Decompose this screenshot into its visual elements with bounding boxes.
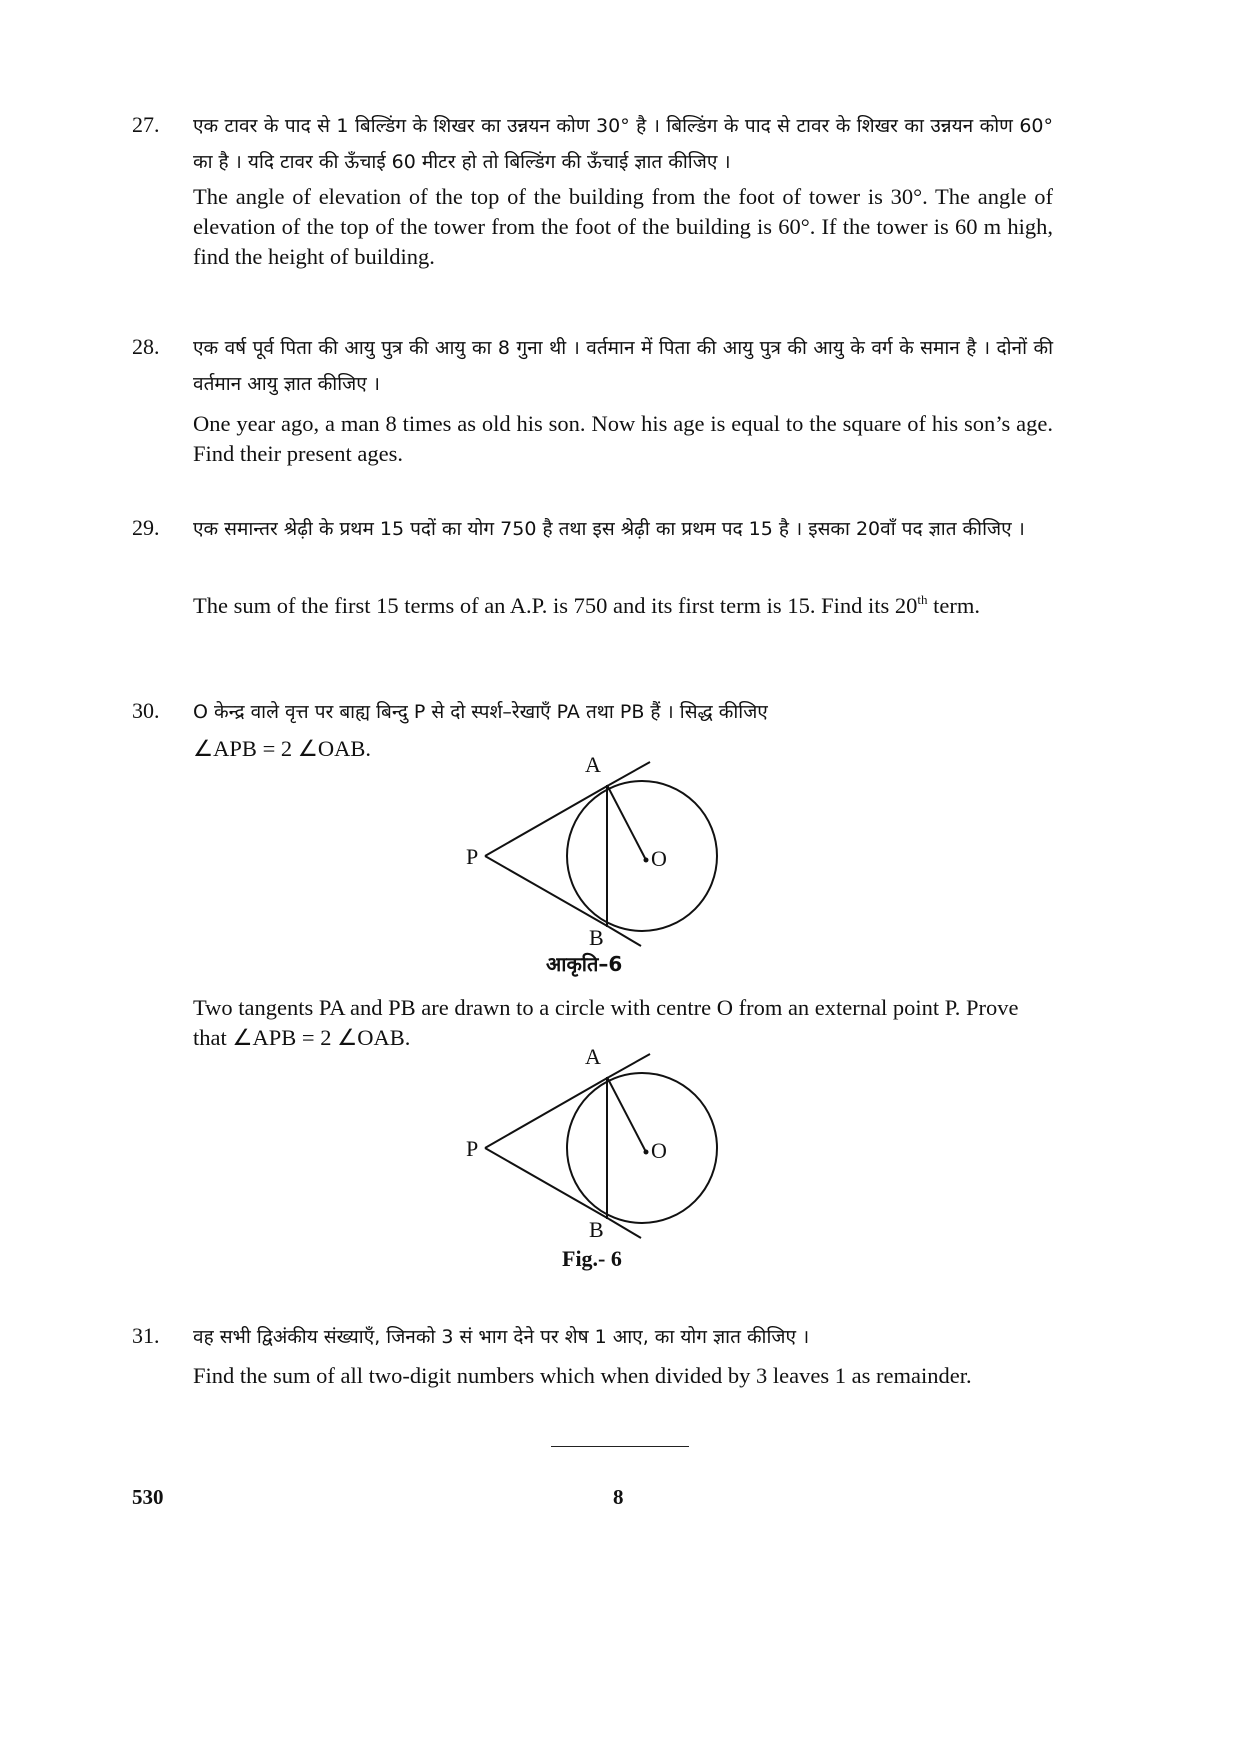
question-english-text: The angle of elevation of the top of the building from the foot of tower is 30°. The angle of elevation of the top of the tower from the foot of the building is 60°. If the tower is 60 m high, find the height of building. — [193, 184, 1053, 269]
formula: ∠APB = 2 ∠OAB. — [193, 736, 372, 761]
centre-point — [644, 858, 649, 863]
radius-oa — [607, 785, 646, 860]
label-b: B — [589, 925, 604, 950]
question-number: 27. — [132, 112, 160, 137]
tangent-pa — [485, 785, 609, 856]
question-number: 28. — [132, 334, 160, 359]
label-a: A — [585, 752, 601, 777]
question-hindi-text: एक टावर के पाद से 1 बिल्डिंग के शिखर का उन्नयन कोण 30° है । बिल्डिंग के पाद से टावर के शिखर का उन्नयन कोण 60° का है । यदि टावर की ऊँचाई 60 मीटर हो तो बिल्डिंग की ऊँचाई ज्ञात कीजिए । — [193, 115, 1053, 173]
label-o: O — [651, 846, 667, 871]
label-p: P — [466, 844, 479, 869]
question-hindi-text: एक समान्तर श्रेढ़ी के प्रथम 15 पदों का योग 750 है तथा इस श्रेढ़ी का प्रथम पद 15 है । इसका 20वाँ पद ज्ञात कीजिए । — [193, 518, 1025, 540]
tangent-pa — [485, 1077, 609, 1148]
english-text-part: The sum of the first 15 terms of an A.P. is 750 and its first term is 15. Find its 20 — [193, 593, 918, 618]
end-divider — [551, 1446, 689, 1447]
figure-caption: Fig.- 6 — [562, 1246, 622, 1271]
radius-oa — [607, 1077, 646, 1152]
question-hindi-text: वह सभी द्विअंकीय संख्याएँ, जिनको 3 सं भाग देने पर शेष 1 आए, का योग ज्ञात कीजिए । — [193, 1326, 810, 1348]
question-english-text: One year ago, a man 8 times as old his son. Now his age is equal to the square of his son’s age. Find their present ages. — [193, 411, 1053, 466]
figure-caption: आकृति–6 — [546, 952, 623, 976]
label-b: B — [589, 1217, 604, 1242]
tangent-pb — [485, 856, 609, 927]
question-number: 31. — [132, 1323, 160, 1348]
circle — [567, 781, 717, 931]
label-a: A — [585, 1044, 601, 1069]
circle — [567, 1073, 717, 1223]
ordinal-superscript: th — [917, 592, 928, 607]
question-number: 30. — [132, 698, 160, 723]
tangent-pb — [485, 1148, 609, 1219]
tangent-figure-english — [455, 1044, 735, 1282]
question-english-text — [193, 591, 1053, 621]
label-p: P — [466, 1136, 479, 1161]
question-number: 29. — [132, 515, 160, 540]
page-number: 8 — [613, 1485, 624, 1509]
english-text-part: term. — [927, 593, 980, 618]
question-hindi-text: O केन्द्र वाले वृत्त पर बाह्य बिन्दु P से दो स्पर्श–रेखाएँ PA तथा PB हैं । सिद्ध कीजिए — [193, 701, 768, 723]
tangent-figure-hindi — [455, 752, 735, 980]
question-hindi-text: एक वर्ष पूर्व पिता की आयु पुत्र की आयु का 8 गुना थी । वर्तमान में पिता की आयु पुत्र की आयु के वर्ग के समान है । दोनों की वर्तमान आयु ज्ञात कीजिए । — [193, 337, 1053, 395]
question-30-english-text: Two tangents PA and PB are drawn to a circle with centre O from an external point P. Prove that ∠APB = 2 ∠OAB. — [193, 995, 1019, 1050]
centre-point — [644, 1150, 649, 1155]
question-english-text: Find the sum of all two-digit numbers which when divided by 3 leaves 1 as remainder. — [193, 1363, 972, 1388]
label-o: O — [651, 1138, 667, 1163]
paper-code: 530 — [132, 1485, 164, 1509]
